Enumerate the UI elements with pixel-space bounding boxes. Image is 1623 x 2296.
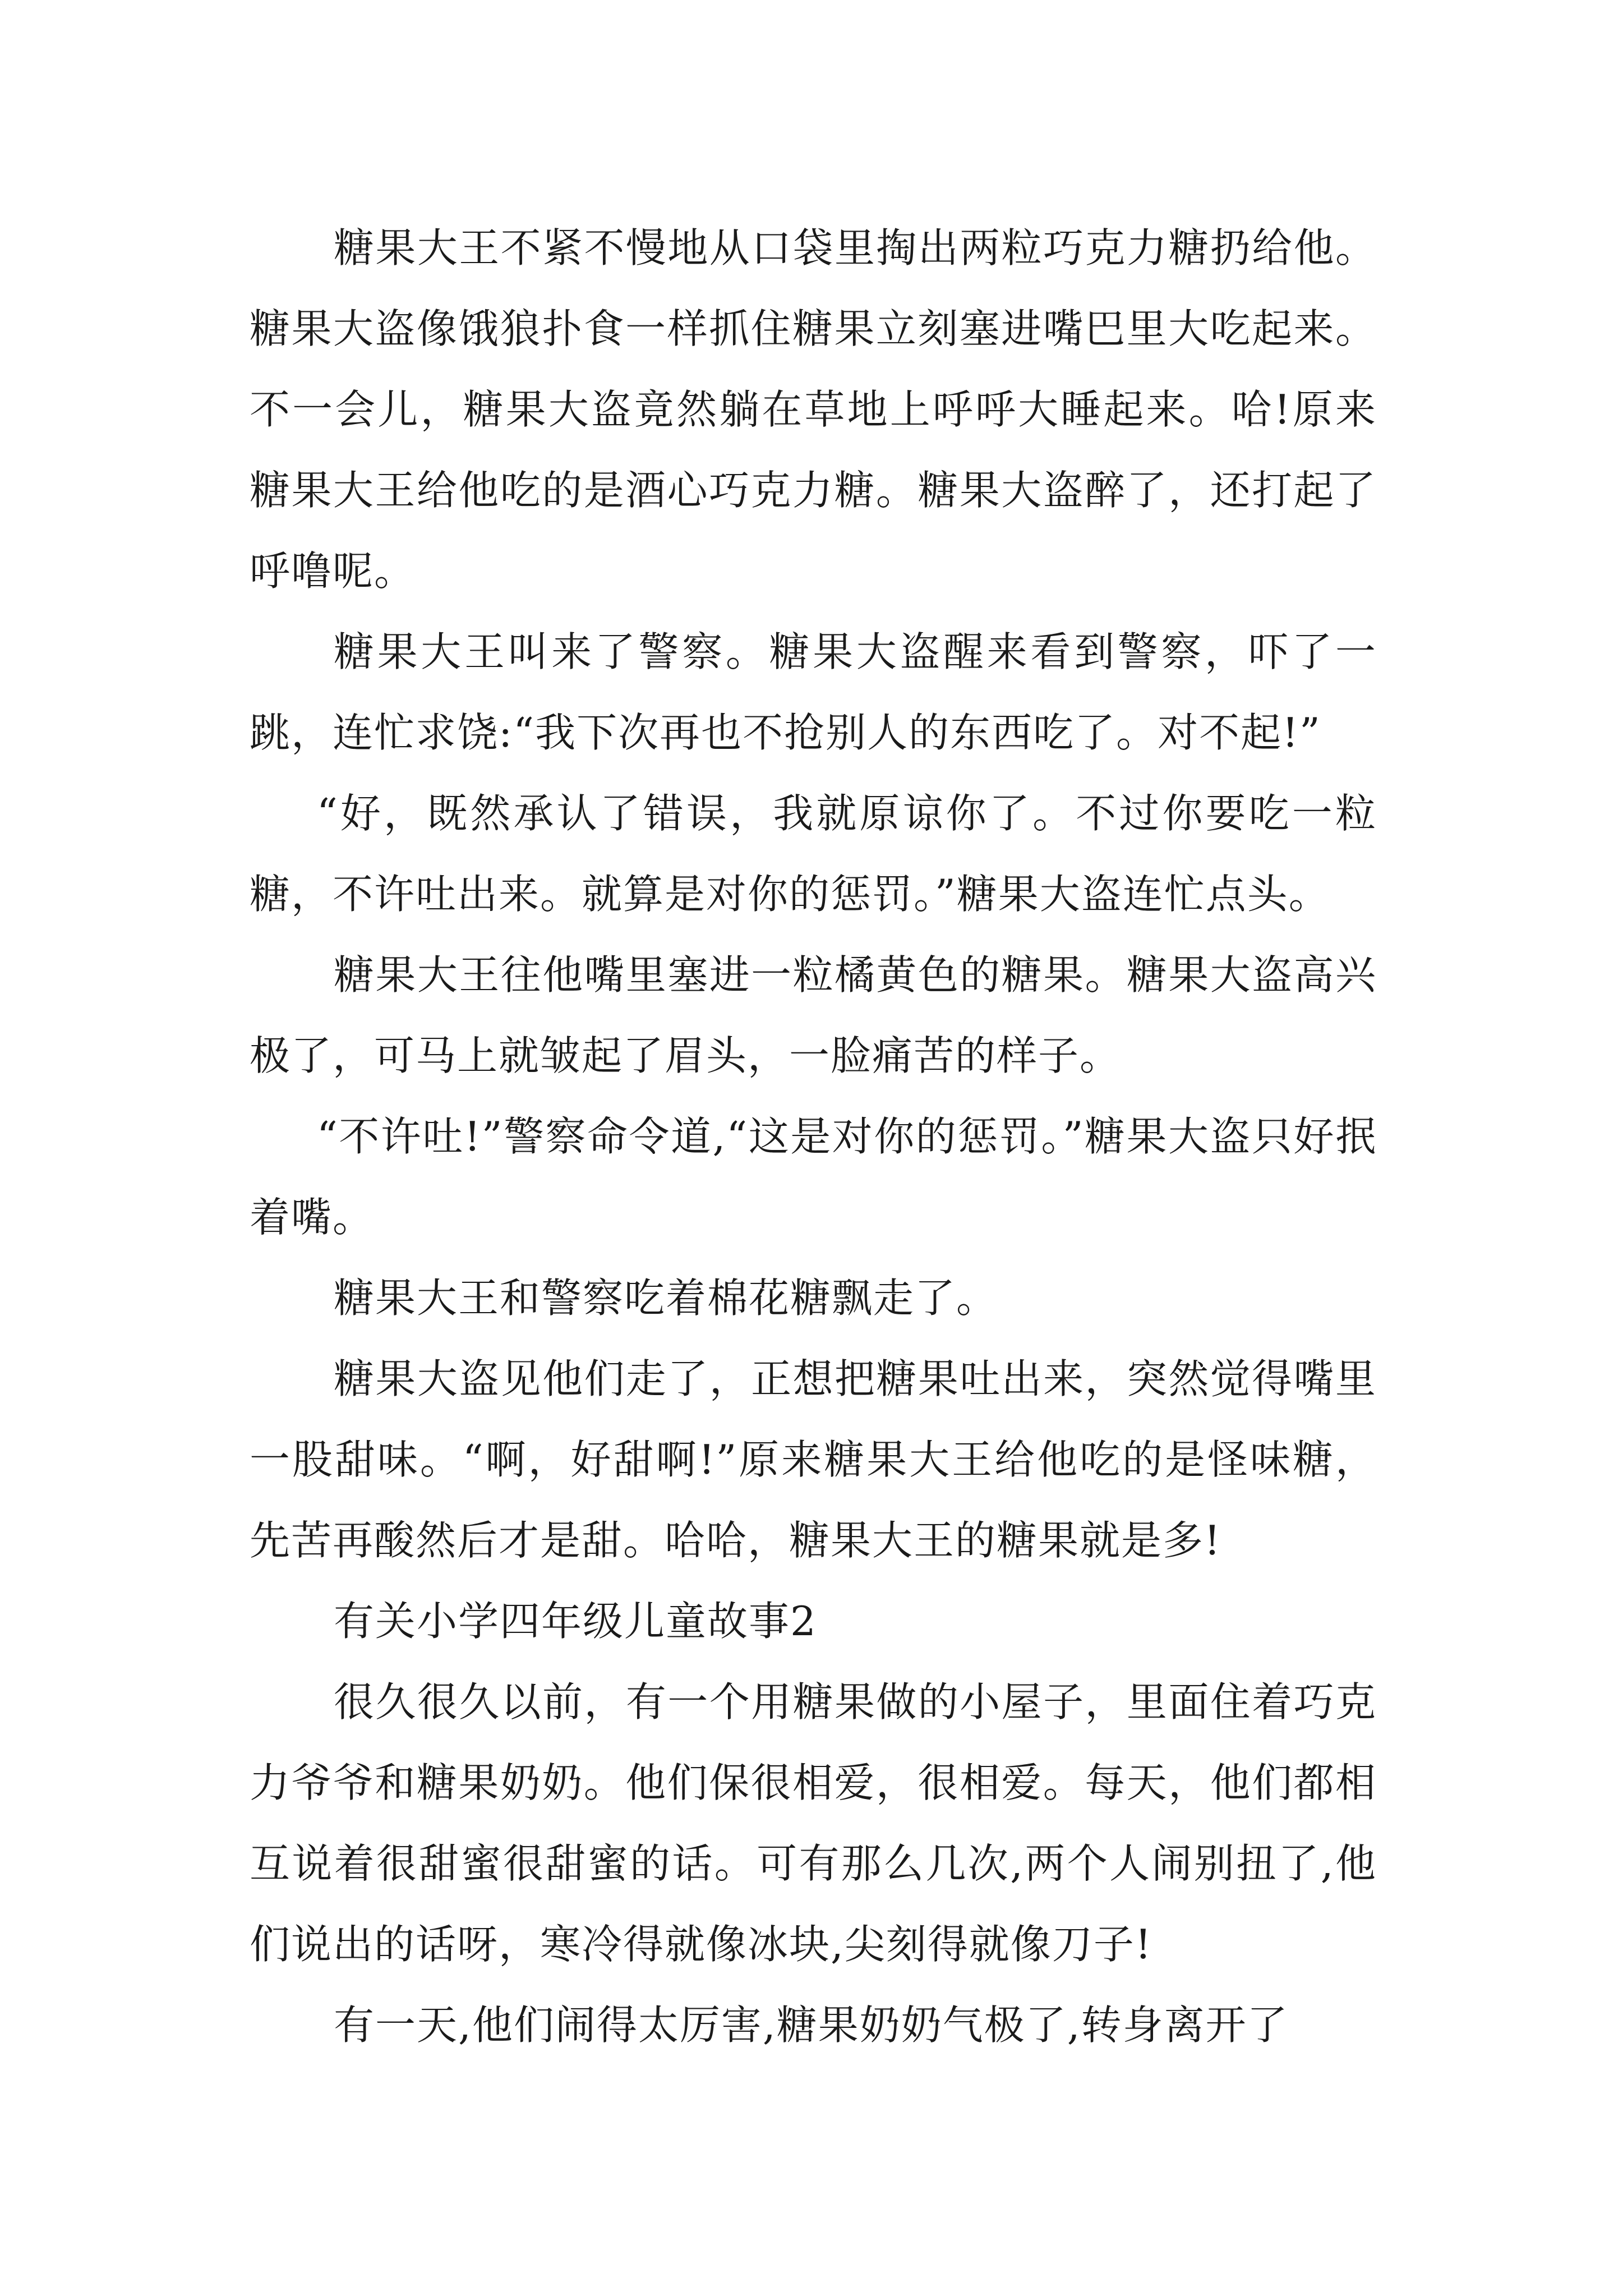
paragraph-8: 很久很久以前，有一个用糖果做的小屋子，里面住着巧克力爷爷和糖果奶奶。他们保很相爱，很相爱。每天，他们都相互说着很甜蜜很甜蜜的话。可有那么几次,两个人闹别扭了,他们说出的话呀，寒冷得就像冰块,尖刻得就像刀子! bbox=[250, 1678, 1377, 1968]
paragraph-3: “好，既然承认了错误，我就原谅你了。不过你要吃一粒糖，不许吐出来。就算是对你的惩罚。”糖果大盗连忙点头。 bbox=[250, 790, 1377, 918]
paragraph-2: 糖果大王叫来了警察。糖果大盗醒来看到警察，吓了一跳，连忙求饶:“我下次再也不抢别人的东西吃了。对不起!” bbox=[250, 628, 1377, 756]
paragraph-5: “不许吐!”警察命令道,“这是对你的惩罚。”糖果大盗只好抿着嘴。 bbox=[250, 1113, 1377, 1241]
paragraph-4: 糖果大王往他嘴里塞进一粒橘黄色的糖果。糖果大盗高兴极了，可马上就皱起了眉头，一脸痛苦的样子。 bbox=[250, 951, 1377, 1079]
paragraph-1: 糖果大王不紧不慢地从口袋里掏出两粒巧克力糖扔给他。糖果大盗像饿狼扑食一样抓住糖果立刻塞进嘴巴里大吃起来。不一会儿，糖果大盗竟然躺在草地上呼呼大睡起来。哈!原来糖果大王给他吃的是酒心巧克力糖。糖果大盗醉了，还打起了呼噜呢。 bbox=[250, 224, 1377, 595]
document-body bbox=[250, 208, 1377, 2065]
paragraph-9: 有一天,他们闹得太厉害,糖果奶奶气极了,转身离开了 bbox=[334, 2001, 1289, 2049]
section-heading: 有关小学四年级儿童故事2 bbox=[334, 1598, 817, 1645]
paragraph-6: 糖果大王和警察吃着棉花糖飘走了。 bbox=[334, 1274, 998, 1322]
paragraph-7: 糖果大盗见他们走了，正想把糖果吐出来，突然觉得嘴里一股甜味。“啊，好甜啊!”原来糖果大王给他吃的是怪味糖，先苦再酸然后才是甜。哈哈，糖果大王的糖果就是多! bbox=[250, 1355, 1377, 1564]
